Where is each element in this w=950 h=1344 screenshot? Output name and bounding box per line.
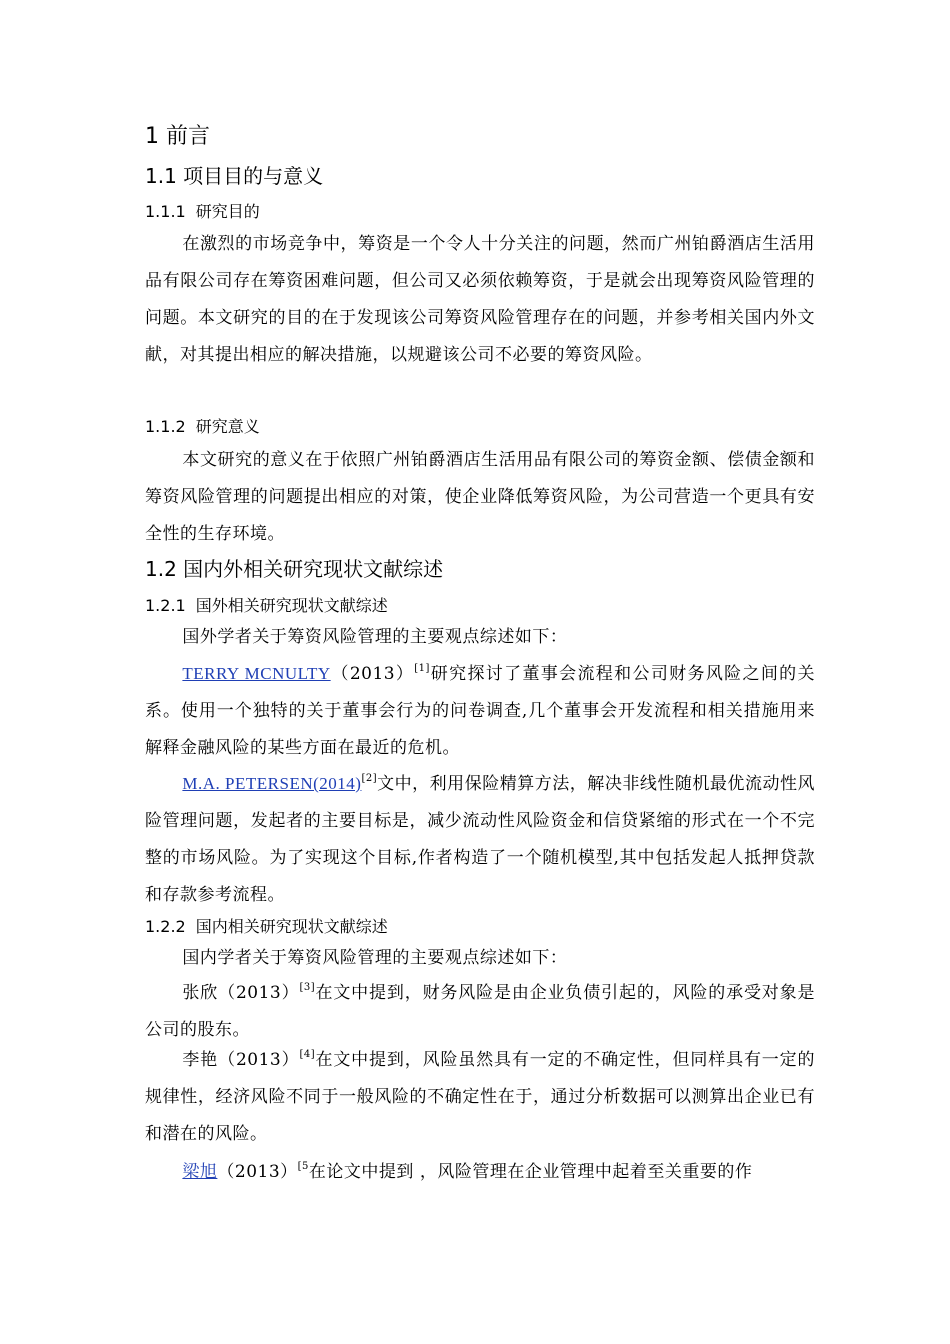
ref-5-citation: [5 xyxy=(297,1161,309,1172)
ref-4-year: （2013） xyxy=(218,1050,300,1070)
ref-1-author-link[interactable]: TERRY MCNULTY xyxy=(182,664,331,683)
heading-text: 研究目的 xyxy=(195,202,260,221)
ref-1-text: 研究探讨了董事会流程和公司财务风险之间的关系。使用一个独特的关于董事会行为的问卷调查,几个董事会开发流程和相关措施用来解释金融风险的某些方面在最近的危机。 xyxy=(145,664,816,758)
section-1-2-1-heading xyxy=(145,594,815,618)
heading-text: 国内相关研究现状文献综述 xyxy=(195,917,388,936)
heading-number: 1.2.1 xyxy=(145,596,186,615)
ref-5-year: （2013） xyxy=(217,1162,298,1182)
ref-2-citation: [2] xyxy=(361,773,378,784)
paragraph-ref-2 xyxy=(145,765,815,914)
ref-3-year: （2013） xyxy=(218,983,300,1003)
heading-number: 1.1.2 xyxy=(145,417,186,436)
ref-3-author: 张欣 xyxy=(182,983,219,1003)
heading-text: 研究意义 xyxy=(195,417,260,436)
ref-5-author-link[interactable]: 梁旭 xyxy=(182,1162,218,1181)
section-1-2-heading: 1.2 国内外相关研究现状文献综述 xyxy=(145,557,444,581)
ref-2-author-link[interactable]: M.A. PETERSEN(2014) xyxy=(182,774,362,793)
paragraph-foreign-intro: 国外学者关于筹资风险管理的主要观点综述如下： xyxy=(182,627,568,647)
paragraph-research-significance: 本文研究的意义在于依照广州铂爵酒店生活用品有限公司的筹资金额、偿债金额和筹资风险管理的问题提出相应的对策，使企业降低筹资风险，为公司营造一个更具有安全性的生存环境。 xyxy=(145,450,815,544)
section-1-heading: 1 前言 xyxy=(145,124,210,149)
ref-4-text: 在文中提到，风险虽然具有一定的不确定性，但同样具有一定的规律性，经济风险不同于一般风险的不确定性在于，通过分析数据可以测算出企业已有和潜在的风险。 xyxy=(145,1050,816,1144)
heading-number: 1.1.1 xyxy=(145,202,186,221)
ref-5-text: 在论文中提到 ，风险管理在企业管理中起着至关重要的作 xyxy=(308,1162,753,1182)
paragraph-ref-5 xyxy=(145,1153,815,1191)
paragraph-ref-1 xyxy=(145,655,815,767)
heading-number: 1.2.2 xyxy=(145,917,186,936)
ref-4-citation: [4] xyxy=(299,1049,316,1060)
section-1-1-2-heading xyxy=(145,415,815,439)
ref-3-text: 在文中提到，财务风险是由企业负债引起的，风险的承受对象是公司的股东。 xyxy=(145,983,816,1040)
paragraph-research-purpose: 在激烈的市场竞争中，筹资是一个令人十分关注的问题，然而广州铂爵酒店生活用品有限公司存在筹资困难问题，但公司又必须依赖筹资，于是就会出现筹资风险管理的问题。本文研究的目的在于发现该公司筹资风险管理存在的问题，并参考相关国内外文献，对其提出相应的解决措施，以规避该公司不必要的筹资风险。 xyxy=(145,234,815,365)
section-1-2-2-heading xyxy=(145,915,815,939)
ref-2-text: 文中，利用保险精算方法，解决非线性随机最优流动性风险管理问题，发起者的主要目标是，减少流动性风险资金和信贷紧缩的形式在一个不完整的市场风险。为了实现这个目标,作者构造了一个随机模型,其中包括发起人抵押贷款和存款参考流程。 xyxy=(145,774,815,905)
ref-4-author: 李艳 xyxy=(182,1050,219,1070)
heading-text: 国外相关研究现状文献综述 xyxy=(195,596,388,615)
section-1-1-heading: 1.1 项目目的与意义 xyxy=(145,164,324,188)
paragraph-ref-4 xyxy=(145,1042,815,1153)
paragraph-domestic-intro: 国内学者关于筹资风险管理的主要观点综述如下： xyxy=(182,948,568,968)
section-1-1-1-heading xyxy=(145,200,815,224)
ref-1-citation: [1] xyxy=(414,663,430,674)
paragraph-ref-3 xyxy=(145,975,815,1049)
ref-1-year: （2013） xyxy=(330,664,415,684)
ref-3-citation: [3] xyxy=(299,982,316,993)
